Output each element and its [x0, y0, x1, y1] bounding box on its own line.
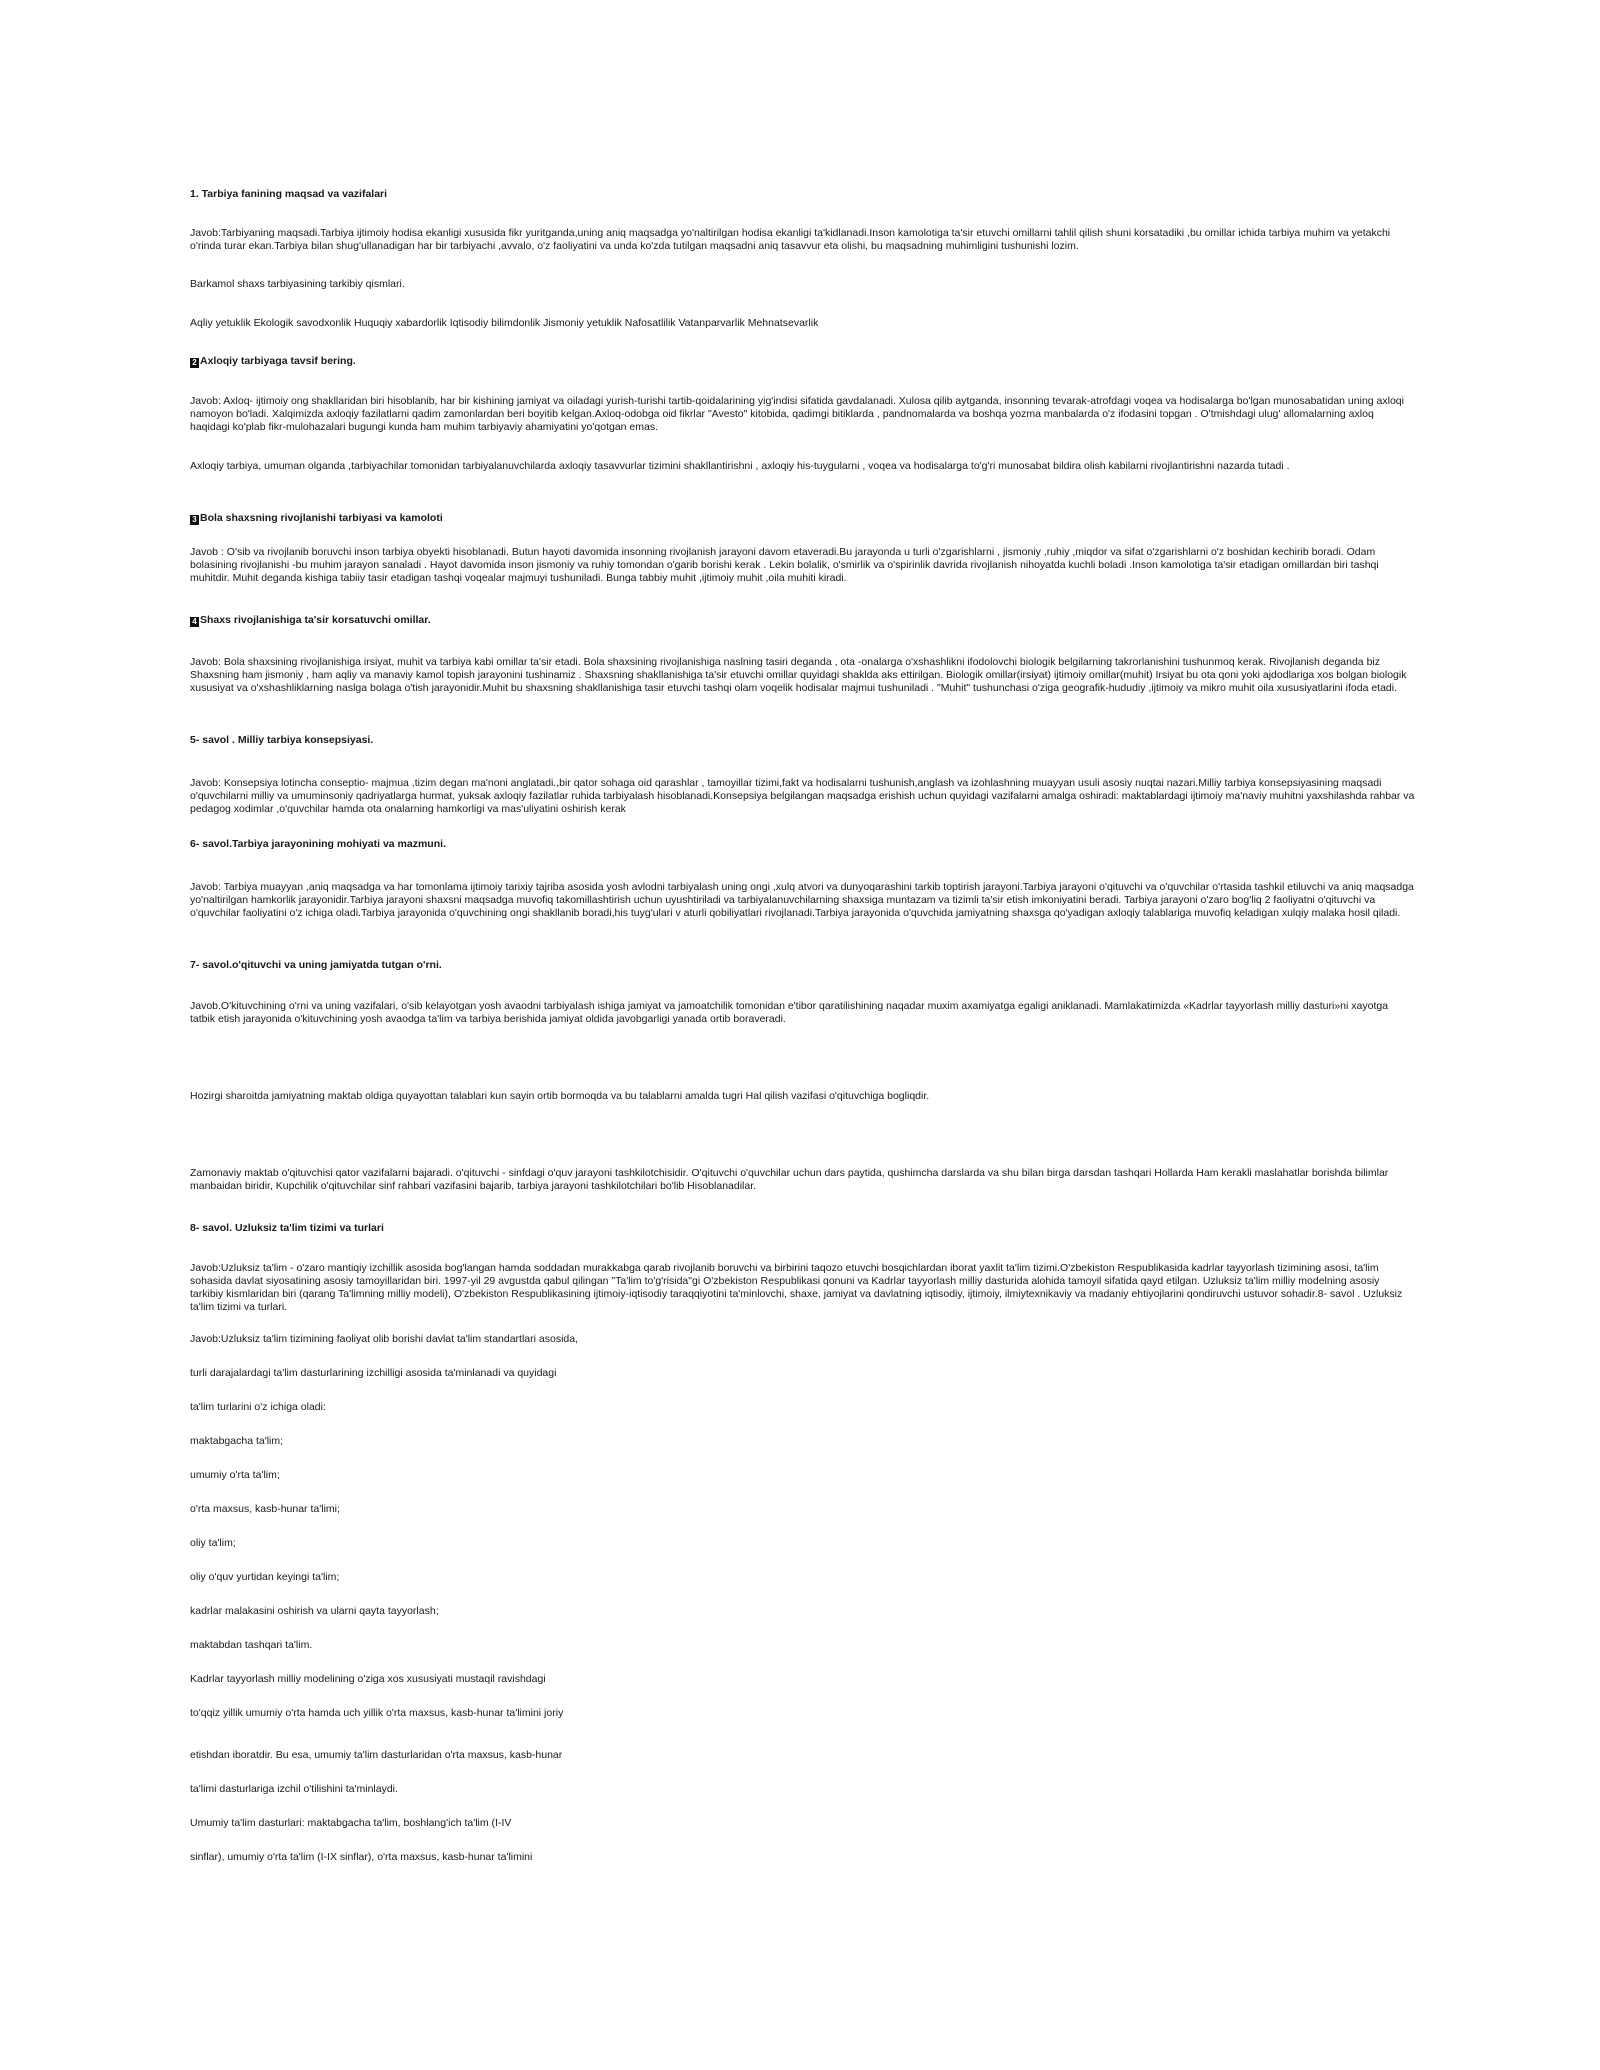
paragraph-text: Barkamol shaxs tarbiyasining tarkibiy qismlari.: [190, 278, 405, 290]
paragraph-text: Axloqiy tarbiya, umuman olganda ,tarbiyachilar tomonidan tarbiyalanuvchilarda axloqiy tasavvurlar tizimini shakllantirishni , axloqiy his-tuygularni , voqea va hodisalarga to'g'ri munosabat bildira olish kabilarni rivojlantirishni nazarda tutadi .: [190, 460, 1290, 472]
paragraph-text: Javob: Tarbiya muayyan ,aniq maqsadga va har tomonlama ijtimoiy tarixiy tajriba asosida yosh avlodni tarbiyalash uning ongi ,xulq atvori va dunyoqarashini tarkib toptirish jarayoni.Tarbiya jarayoni o'qituvchi va o'quvchilar o'rtasida tashkil etiluvchi va aniq maqsadga yo'naltirilgan hamkorlik jarayonidir.Tarbiya jarayoni shaxsni maqsadga muvofiq takomillashtirish uchun uyushtiriladi va tarbiyalanuvchilarning shaxsiga muntazam va tizimli ta'sir etish imkoniyatini beradi. Tarbiya jarayoni o'zaro bog'liq 2 faoliyatni o'qituvchi va o'quvchilar faoliyatini o'z ichiga oladi.Tarbiya jarayonida o'quvchining ongi shakllanib boradi,his tuyg'ulari v aturli qobiliyatlari rivojlanadi.Tarbiya jarayonida o'quvchida jamiyatning shaxsga qo'yadigan axloqiy talablariga muvofiq keladigan xulqiy malaka hosil qiladi.: [190, 881, 1414, 919]
paragraph: [190, 656, 1415, 695]
section-heading: [190, 838, 1415, 851]
section-heading: [190, 734, 1415, 747]
paragraph: [190, 1469, 1415, 1482]
heading-text: 7- savol.o'qituvchi va uning jamiyatda tutgan o'rni.: [190, 959, 442, 971]
paragraph-text: Zamonaviy maktab o'qituvchisi qator vazifalarni bajaradi. o'qituvchi - sinfdagi o'quv jarayoni tashkilotchisidir. O'qituvchi o'quvchilar uchun dars paytida, qushimcha darslarda va shu bilan birga darsdan tashqari Hollarda Ham kerakli maslahatlar borishda bilimlar manbaidan biridir, Kupchilik o'qituvchilar sinf rahbari vazifasini bajarib, tarbiya jarayoni tashkilotchilari bo'lib Hisoblanadilar.: [190, 1167, 1389, 1192]
paragraph: [190, 1167, 1415, 1193]
list-number-marker: 3: [190, 515, 199, 525]
paragraph: [190, 1537, 1415, 1550]
paragraph: [190, 1401, 1415, 1414]
paragraph: [190, 278, 1415, 291]
paragraph-text: ta'lim turlarini o'z ichiga oladi:: [190, 1401, 326, 1413]
paragraph: [190, 1000, 1415, 1026]
paragraph: [190, 1673, 1415, 1686]
heading-text: Bola shaxsning rivojlanishi tarbiyasi va kamoloti: [200, 512, 443, 524]
paragraph-text: Kadrlar tayyorlash milliy modelining o'ziga xos xususiyati mustaqil ravishdagi: [190, 1673, 546, 1685]
paragraph: [190, 1639, 1415, 1652]
paragraph-text: Javob: Konsepsiya lotincha conseptio- majmua ,tizim degan ma'noni anglatadi.,bir qator sohaga oid qarashlar , tamoyillar tizimi,fakt va hodisalarni tushunish,anglash va izohlashning muayyan usuli asosiy nuqtai nazari.Milliy tarbiya konsepsiyasining maqsadi o'quvchilarni milliy va umuminsoniy qadriyatlarga hurmat, yuksak axloqiy fazilatlar ruhida tarbiyalash hisoblanadi.Konsepsiya belgilangan maqsadga erishish uchun quyidagi vazifalarni amalga oshiradi: maktablardagi ijtimoiy ma'naviy muhitni yaxshilashda rahbar va pedagog xodimlar ,o'quvchilar hamda ota onalarning hamkorligi va mas'uliyatini oshirish kerak: [190, 777, 1415, 815]
section-heading: [190, 188, 1415, 201]
paragraph-text: Javob:Tarbiyaning maqsadi.Tarbiya ijtimoiy hodisa ekanligi xususida fikr yuritganda,uning aniq maqsadga yo'naltirilgan hodisa ekanligi ta'kidlanadi.Inson kamolotiga ta'sir etuvchi omillarni tahlil qilish shuni korsatadiki ,bu omillar ichida tarbiya muhim va yetakchi o'rinda turar ekan.Tarbiya bilan shug'ullanadigan har bir tarbiyachi ,avvalo, o'z faoliyatini va unda ko'zda tutilgan maqsadni aniq tasavvur eta olishi, bu maqsadning muhimligini tushunishi lozim.: [190, 227, 1391, 252]
paragraph-text: oliy ta'lim;: [190, 1537, 236, 1549]
paragraph: [190, 881, 1415, 920]
paragraph: [190, 227, 1415, 253]
paragraph: [190, 395, 1415, 434]
paragraph-text: Javob: Axloq- ijtimoiy ong shakllaridan biri hisoblanib, har bir kishining jamiyat va oiladagi yurish-turishi tartib-qoidalarining yig'indisi sifatida gavdalanadi. Xulosa qilib aytganda, insonning tevarak-atrofdagi voqea va hodisalarga bo'lgan munosabatidan uning axloqi namoyon bo'ladi. Xalqimizda axloqiy fazilatlarni qadim zamonlardan beri boyitib kelgan.Axloq-odobga oid fikrlar "Avesto" kitobida, qadimgi bitiklarda , pandnomalarda va boshqa yozma manbalarda o'z ifodasini topgan . O'tmishdagi ulug' allomalarning axloq haqidagi ko'plab fikr-mulohazalari bugungi kunda ham muhim tarbiyaviy ahamiyatini yo'qotgan emas.: [190, 395, 1404, 433]
paragraph: [190, 1262, 1415, 1314]
section-heading: [190, 959, 1415, 972]
paragraph-text: turli darajalardagi ta'lim dasturlarining izchilligi asosida ta'minlanadi va quyidagi: [190, 1367, 557, 1379]
paragraph-text: Javob : O'sib va rivojlanib boruvchi inson tarbiya obyekti hisoblanadi. Butun hayoti davomida insonning rivojlanish jarayoni davom etaveradi.Bu jarayonda u turli o'zgarishlarni , jismoniy ,ruhiy ,miqdor va sifat o'zgarishlarni o'z boshidan kechirib boradi. Odam bolasining rivojlanishi -bu muhim jarayon sanaladi . Hayot davomida inson jismoniy va ruhiy tomondan o'garib borishi kerak . Lekin bolalik, o'smirlik va o'spirinlik davrida rivojlanish nihoyatda kuchli boladi .Inson kamolotiga ta'sir etadigan omillardan biri tashqi muhitdir. Muhit deganda kishiga tabiiy tasir etadigan tashqi voqealar majmuyi tushuniladi. Bunga tabbiy muhit ,ijtimoiy muhit ,oila muhiti kiradi.: [190, 546, 1379, 584]
section-heading: [190, 512, 1415, 525]
paragraph-text: etishdan iboratdir. Bu esa, umumiy ta'lim dasturlaridan o'rta maxsus, kasb-hunar: [190, 1749, 563, 1761]
paragraph: [190, 1817, 1415, 1830]
paragraph-text: to'qqiz yillik umumiy o'rta hamda uch yillik o'rta maxsus, kasb-hunar ta'limini joriy: [190, 1707, 564, 1719]
paragraph-text: Javob: Bola shaxsining rivojlanishiga irsiyat, muhit va tarbiya kabi omillar ta'sir etadi. Bola shaxsining rivojlanishiga naslning tasiri deganda , ota -onalarga o'xshashlikni ifodolovchi biologik belgilarning takrorlanishini tushunmoq kerak. Rivojlanish deganda biz Shaxsning ham jismoniy , ham aqliy va manaviy kamol topish jarayonini tushinamiz . Shaxsning shakllanishiga ta'sir etuvchi omillar quyidagi shaklda aks ettirilgan. Biologik omillar(irsiyat) ijtimoiy omillar(muhit) Irsiyat bu ota qoni yoki ajdodlariga xos bolgan biologik xususiyat va o'xshashliklarning naslga bolaga o'tish jarayonidir.Muhit bu shaxsning shakllanishiga tasir etuvchi tashqi olam voqelik hodisalar majmui tushuniladi . "Muhit" tushunchasi o'ziga geografik-hududiy ,ijtimoiy va mikro muhit oila xususiyatlarini ifoda etadi.: [190, 656, 1407, 694]
paragraph: [190, 460, 1415, 473]
paragraph: [190, 1090, 1415, 1103]
paragraph: [190, 1707, 1415, 1720]
document-page: [190, 0, 1415, 2070]
paragraph-text: Javob.O'kituvchining o'rni va uning vazifalari, o'sib kelayotgan yosh avaodni tarbiyalash ishiga jamiyat va jamoatchilik tomonidan e'tibor qaratilishining naqadar muxim axamiyatga egaligi aniklanadi. Mamlakatimizda «Kadrlar tayyorlash milliy dasturi»ni xayotga tatbik etish jarayonida o'kituvchining yosh avaodga ta'lim va tarbiya berishida jamiyat oldida javobgarligi yanada ortib boraveradi.: [190, 1000, 1389, 1025]
paragraph-text: Javob:Uzluksiz ta'lim - o'zaro mantiqiy izchillik asosida bog'langan hamda soddadan murakkabga qarab rivojlanib boruvchi va birbirini taqozo etuvchi bosqichlardan iborat yaxlit ta'lim tizimi.O'zbekiston Respublikasida kadrlar tayyorlash tizimining asosi, ta'lim sohasida davlat siyosatining asosiy tamoyillaridan biri. 1997-yil 29 avgustda qabul qilingan "Ta'lim to'g'risida"gi O'zbekiston Respublikasi qonuni va Kadrlar tayyorlash milliy dasturida alohida tamoyil sifatida qayd etilgan. Uzluksiz ta'lim milliy modelning asosiy tarkibiy kismlaridan biri (qarang Ta'limning milliy modeli), O'zbekiston Respublikasining ijtimoiy-iqtisodiy taraqqiyotini ta'minlovchi, shaxe, jamiyat va davlatning iqtisodiy, ijtimoiy, ilmiytexnikaviy va madaniy ehtiyojlarini qondiruvchi ustuvor sohadir.8- savol . Uzluksiz ta'lim tizimi va turlari.: [190, 1262, 1403, 1313]
paragraph: [190, 546, 1415, 585]
heading-text: 5- savol . Milliy tarbiya konsepsiyasi.: [190, 734, 374, 746]
paragraph-text: sinflar), umumiy o'rta ta'lim (I-IX sinflar), o'rta maxsus, kasb-hunar ta'limini: [190, 1851, 533, 1863]
paragraph-text: Hozirgi sharoitda jamiyatning maktab oldiga quyayottan talablari kun sayin ortib bormoqda va bu talablarni amalda tugri Hal qilish vazifasi o'qituvchiga bogliqdir.: [190, 1090, 930, 1102]
paragraph-text: Aqliy yetuklik Ekologik savodxonlik Huquqiy xabardorlik Iqtisodiy bilimdonlik Jismoniy yetuklik Nafosatlilik Vatanparvarlik Mehnatsevarlik: [190, 317, 819, 329]
paragraph: [190, 1783, 1415, 1796]
paragraph: [190, 1333, 1415, 1346]
paragraph: [190, 1749, 1415, 1762]
heading-text: 1. Tarbiya fanining maqsad va vazifalari: [190, 188, 388, 200]
paragraph: [190, 1851, 1415, 1864]
paragraph: [190, 317, 1415, 330]
paragraph-text: maktabgacha ta'lim;: [190, 1435, 284, 1447]
paragraph-text: Umumiy ta'lim dasturlari: maktabgacha ta'lim, boshlang'ich ta'lim (I-IV: [190, 1817, 512, 1829]
list-number-marker: 2: [190, 358, 199, 368]
heading-text: Axloqiy tarbiyaga tavsif bering.: [200, 355, 356, 367]
paragraph-text: oliy o'quv yurtidan keyingi ta'lim;: [190, 1571, 340, 1583]
paragraph-text: ta'limi dasturlariga izchil o'tilishini ta'minlaydi.: [190, 1783, 398, 1795]
section-heading: [190, 614, 1415, 627]
section-heading: [190, 355, 1415, 368]
paragraph-text: umumiy o'rta ta'lim;: [190, 1469, 280, 1481]
paragraph: [190, 1367, 1415, 1380]
paragraph-text: Javob:Uzluksiz ta'lim tizimining faoliyat olib borishi davlat ta'lim standartlari asosida,: [190, 1333, 579, 1345]
paragraph-text: kadrlar malakasini oshirish va ularni qayta tayyorlash;: [190, 1605, 439, 1617]
paragraph: [190, 1435, 1415, 1448]
heading-text: 6- savol.Tarbiya jarayonining mohiyati va mazmuni.: [190, 838, 446, 850]
heading-text: 8- savol. Uzluksiz ta'lim tizimi va turlari: [190, 1222, 384, 1234]
paragraph: [190, 1503, 1415, 1516]
paragraph-text: o'rta maxsus, kasb-hunar ta'limi;: [190, 1503, 340, 1515]
paragraph: [190, 1605, 1415, 1618]
paragraph-text: maktabdan tashqari ta'lim.: [190, 1639, 313, 1651]
list-number-marker: 4: [190, 617, 199, 627]
section-heading: [190, 1222, 1415, 1235]
paragraph: [190, 777, 1415, 816]
heading-text: Shaxs rivojlanishiga ta'sir korsatuvchi omillar.: [200, 614, 431, 626]
paragraph: [190, 1571, 1415, 1584]
